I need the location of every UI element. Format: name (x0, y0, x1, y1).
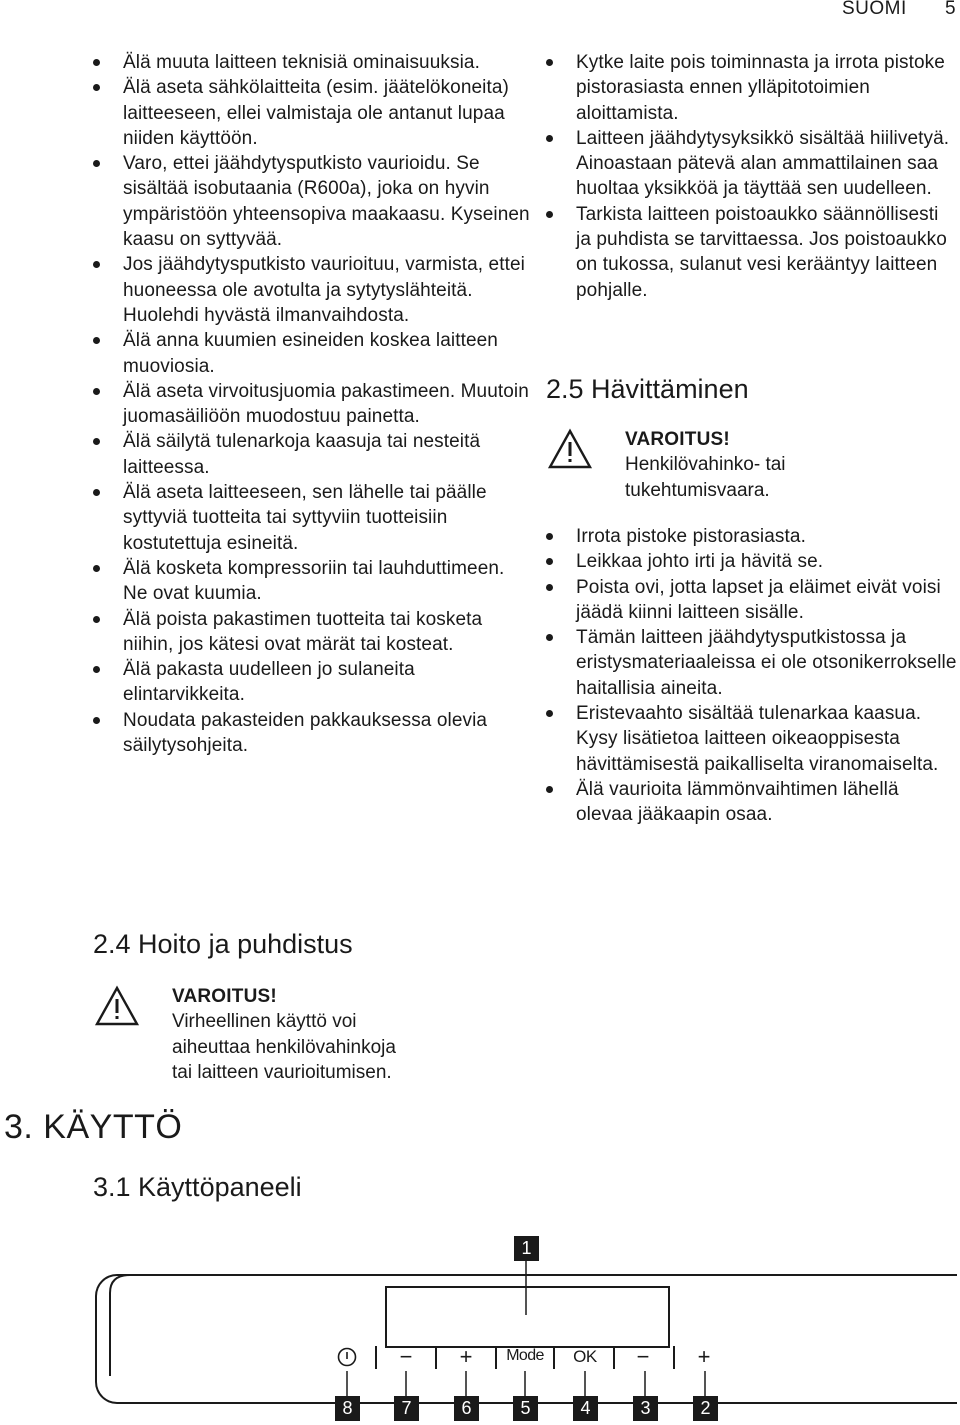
callout-3: 3 (633, 1396, 658, 1421)
left-bullet-list (93, 50, 533, 758)
callout-2: 2 (693, 1396, 718, 1421)
temperature-plus-button[interactable]: + (459, 1344, 473, 1369)
callout-7: 7 (394, 1396, 419, 1421)
disposal-bullet-item: Leikkaa johto irti ja hävitä se. (546, 549, 958, 574)
warning-triangle-icon (547, 428, 593, 470)
callout-5: 5 (513, 1396, 538, 1421)
safety-bullet-item: Älä muuta laitteen teknisiä ominaisuuksia. (93, 50, 533, 75)
disposal-list-container (546, 524, 958, 828)
control-panel-frame (95, 1274, 957, 1404)
ok-button[interactable]: OK (573, 1347, 597, 1366)
page-number: 5 (945, 0, 956, 19)
warning-line: Virheellinen käyttö voi (172, 1011, 357, 1033)
temperature-minus-button[interactable]: − (399, 1344, 413, 1369)
safety-bullet-item: Älä pakasta uudelleen jo sulaneita elintarvikkeita. (93, 657, 533, 708)
warning-title: VAROITUS! (625, 429, 730, 450)
disposal-bullet-item: Eristevaahto sisältää tulenarkaa kaasua. Kysy lisätietoa laitteen oikeaoppisesta hävittämisestä paikalliselta viranomaiselta. (546, 701, 958, 777)
callout-display: 1 (514, 1236, 539, 1261)
callout-8: 8 (335, 1396, 360, 1421)
disposal-bullet-item: Irrota pistoke pistorasiasta. (546, 524, 958, 549)
warning-block-2-4 (172, 984, 492, 1085)
header-language: SUOMI (842, 0, 907, 19)
section-title-2-5: 2.5 Hävittäminen (546, 374, 749, 404)
safety-bullet-item: Älä poista pakastimen tuotteita tai kosketa niihin, jos kätesi ovat märät tai kosteat. (93, 607, 533, 658)
safety-bullet-item: Varo, ettei jäähdytysputkisto vaurioidu. Se sisältää isobutaania (R600a), joka on hyvin ympäristöön yhteensopiva maakaasu. Kyseinen kaasu on syttyvää. (93, 151, 533, 252)
callout-6: 6 (454, 1396, 479, 1421)
disposal-bullet-item: Älä vaurioita lämmönvaihtimen lähellä olevaa jääkaapin osaa. (546, 777, 958, 828)
section-title-2-4: 2.4 Hoito ja puhdistus (93, 929, 353, 959)
control-panel-diagram (0, 1230, 960, 1425)
power-icon[interactable] (337, 1347, 357, 1367)
warning-title: VAROITUS! (172, 986, 277, 1007)
warning-line: tukehtumisvaara. (625, 479, 770, 501)
safety-bullet-item: Älä aseta sähkölaitteita (esim. jäätelökoneita) laitteeseen, ellei valmistaja ole antanut lupaa niiden käyttöön. (93, 75, 533, 151)
warning-triangle-icon (94, 985, 140, 1027)
care-bullet-item: Tarkista laitteen poistoaukko säännöllisesti ja puhdista se tarvittaessa. Jos poistoaukko on tukossa, sulanut vesi kerääntyy laitteen pohjalle. (546, 202, 956, 303)
warning-line: tai laitteen vaurioitumisen. (172, 1061, 392, 1083)
safety-bullet-item: Älä säilytä tulenarkoja kaasuja tai nesteitä laitteessa. (93, 429, 533, 480)
care-bullet-item: Laitteen jäähdytysyksikkö sisältää hiilivetyä. Ainoastaan pätevä alan ammattilainen saa huoltaa yksikköä ja täyttää sen uudelleen. (546, 126, 956, 202)
safety-bullet-item: Älä anna kuumien esineiden koskea laitteen muoviosia. (93, 328, 533, 379)
disposal-bullet-item: Tämän laitteen jäähdytysputkistossa ja eristysmateriaaleissa ei ole otsonikerrokselle haitallisia aineita. (546, 625, 958, 701)
safety-bullet-item: Älä aseta laitteeseen, sen lähelle tai päälle syttyviä tuotteita tai syttyviin tuotteisiin kostutettuja esineitä. (93, 480, 533, 556)
safety-bullet-item: Jos jäähdytysputkisto vaurioituu, varmista, ettei huoneessa ole avotulta ja sytytyslähteitä. Huolehdi hyvästä ilmanvaihdosta. (93, 252, 533, 328)
warning-block-2-5 (625, 427, 945, 503)
chapter-title: 3. KÄYTTÖ (4, 1108, 183, 1146)
safety-bullet-item: Älä aseta virvoitusjuomia pakastimeen. Muutoin juomasäiliöön muodostuu painetta. (93, 379, 533, 430)
mode-button[interactable]: Mode (506, 1347, 544, 1364)
right-column (546, 50, 956, 303)
disposal-bullet-list (546, 524, 958, 828)
warning-line: Henkilövahinko- tai (625, 454, 786, 476)
safety-bullet-item: Älä kosketa kompressoriin tai lauhduttimeen. Ne ovat kuumia. (93, 556, 533, 607)
right-bullet-list (546, 50, 956, 303)
disposal-bullet-item: Poista ovi, jotta lapset ja eläimet eivät voisi jäädä kiinni laitteen sisälle. (546, 575, 958, 626)
warning-line: aiheuttaa henkilövahinkoja (172, 1036, 396, 1058)
freezer-minus-button[interactable]: − (636, 1344, 650, 1369)
section-title-3-1: 3.1 Käyttöpaneeli (93, 1172, 302, 1202)
care-bullet-item: Kytke laite pois toiminnasta ja irrota pistoke pistorasiasta ennen ylläpitotoimien aloittamista. (546, 50, 956, 126)
freezer-plus-button[interactable]: + (697, 1344, 711, 1369)
callout-4: 4 (573, 1396, 598, 1421)
left-column (93, 50, 533, 758)
safety-bullet-item: Noudata pakasteiden pakkauksessa olevia säilytysohjeita. (93, 708, 533, 759)
